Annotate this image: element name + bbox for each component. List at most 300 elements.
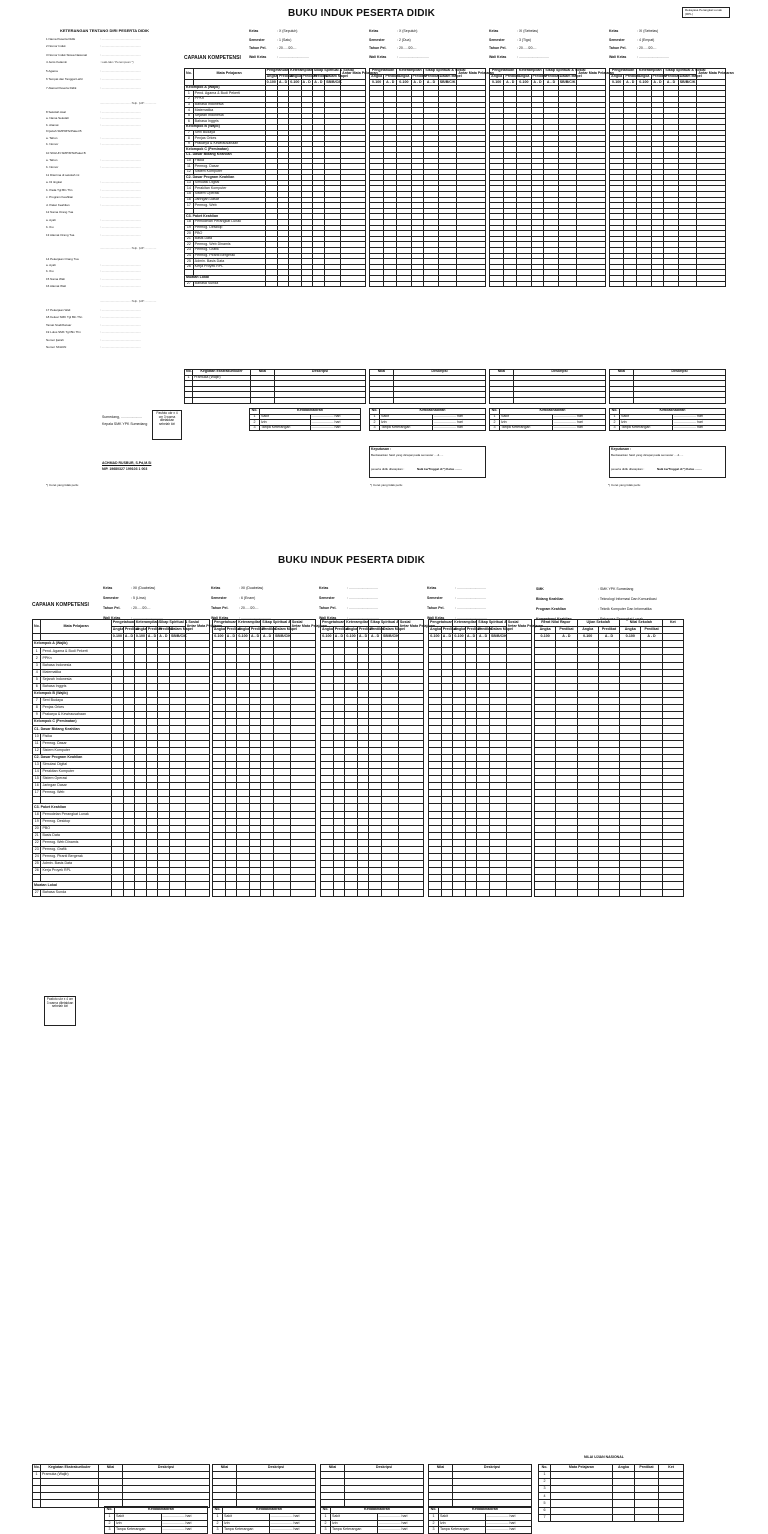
grade-cell[interactable] xyxy=(345,790,358,797)
grade-cell[interactable] xyxy=(333,768,344,775)
grade-cell[interactable] xyxy=(620,818,641,825)
grade-cell[interactable] xyxy=(641,669,662,676)
grade-cell[interactable] xyxy=(429,641,442,648)
grade-cell[interactable] xyxy=(111,676,123,683)
grade-cell[interactable] xyxy=(490,683,507,690)
grade-cell[interactable] xyxy=(321,733,334,740)
ekstra-cell[interactable] xyxy=(429,1472,453,1479)
grade-cell[interactable] xyxy=(429,847,442,854)
grade-cell[interactable] xyxy=(598,761,619,768)
grade-cell[interactable] xyxy=(237,818,250,825)
grade-cell[interactable] xyxy=(345,811,358,818)
grade-cell[interactable] xyxy=(465,754,476,761)
grade-cell[interactable] xyxy=(123,889,134,896)
grade-cell[interactable] xyxy=(506,648,531,655)
grade-cell[interactable] xyxy=(261,875,274,882)
grade-cell[interactable] xyxy=(382,854,399,861)
grade-cell[interactable] xyxy=(213,882,226,889)
grade-cell[interactable] xyxy=(556,832,577,839)
grade-cell[interactable] xyxy=(398,804,423,811)
grade-cell[interactable] xyxy=(146,676,157,683)
attendance-value[interactable]: ...................... hari xyxy=(310,420,361,426)
grade-cell[interactable] xyxy=(535,655,556,662)
grade-cell[interactable] xyxy=(535,719,556,726)
grade-cell[interactable] xyxy=(157,705,169,712)
grade-cell[interactable] xyxy=(157,740,169,747)
grade-cell[interactable] xyxy=(134,698,146,705)
grade-cell[interactable] xyxy=(556,776,577,783)
grade-cell[interactable] xyxy=(477,655,490,662)
grade-cell[interactable] xyxy=(577,747,598,754)
grade-cell[interactable] xyxy=(213,825,226,832)
grade-cell[interactable] xyxy=(535,875,556,882)
grade-cell[interactable] xyxy=(398,719,423,726)
grade-cell[interactable] xyxy=(225,754,236,761)
ekstra-cell[interactable]: 1 xyxy=(185,375,193,381)
grade-cell[interactable] xyxy=(357,690,368,697)
grade-cell[interactable] xyxy=(598,783,619,790)
grade-cell[interactable] xyxy=(169,705,185,712)
grade-cell[interactable] xyxy=(134,719,146,726)
ekstra-cell[interactable] xyxy=(345,1472,424,1479)
grade-cell[interactable] xyxy=(641,676,662,683)
grade-cell[interactable] xyxy=(290,825,315,832)
grade-cell[interactable] xyxy=(577,662,598,669)
grade-cell[interactable] xyxy=(225,641,236,648)
grade-cell[interactable] xyxy=(157,868,169,875)
un-cell[interactable] xyxy=(659,1472,684,1479)
grade-cell[interactable] xyxy=(237,669,250,676)
un-cell[interactable]: 1 xyxy=(539,1472,551,1479)
grade-cell[interactable] xyxy=(662,861,683,868)
grade-cell[interactable] xyxy=(357,676,368,683)
grade-cell[interactable] xyxy=(146,719,157,726)
ekstra-cell[interactable] xyxy=(370,397,394,403)
grade-cell[interactable] xyxy=(157,832,169,839)
grade-cell[interactable] xyxy=(357,655,368,662)
grade-cell[interactable] xyxy=(261,676,274,683)
ekstra-cell[interactable] xyxy=(237,1472,316,1479)
grade-cell[interactable] xyxy=(506,719,531,726)
grade-cell[interactable] xyxy=(290,854,315,861)
grade-cell[interactable] xyxy=(225,698,236,705)
grade-cell[interactable] xyxy=(429,854,442,861)
ekstra-cell[interactable] xyxy=(345,1486,424,1493)
grade-cell[interactable] xyxy=(577,832,598,839)
grade-cell[interactable] xyxy=(134,783,146,790)
grade-cell[interactable] xyxy=(506,676,531,683)
grade-cell[interactable] xyxy=(333,889,344,896)
grade-cell[interactable] xyxy=(249,676,260,683)
grade-cell[interactable] xyxy=(598,683,619,690)
grade-cell[interactable] xyxy=(398,811,423,818)
ekstra-cell[interactable] xyxy=(99,1479,123,1486)
grade-cell[interactable] xyxy=(620,776,641,783)
grade-cell[interactable] xyxy=(185,882,209,889)
grade-cell[interactable] xyxy=(249,811,260,818)
grade-cell[interactable] xyxy=(274,804,291,811)
grade-cell[interactable] xyxy=(185,698,209,705)
grade-cell[interactable] xyxy=(490,669,507,676)
grade-cell[interactable] xyxy=(453,676,466,683)
grade-cell[interactable] xyxy=(345,861,358,868)
grade-cell[interactable] xyxy=(504,281,517,287)
grade-cell[interactable] xyxy=(134,875,146,882)
grade-cell[interactable] xyxy=(249,719,260,726)
un-cell[interactable] xyxy=(551,1507,613,1514)
grade-cell[interactable] xyxy=(261,698,274,705)
grade-cell[interactable] xyxy=(465,875,476,882)
grade-cell[interactable] xyxy=(556,669,577,676)
grade-cell[interactable] xyxy=(429,818,442,825)
attendance-value[interactable]: ...................... hari xyxy=(161,1520,208,1527)
grade-cell[interactable] xyxy=(261,832,274,839)
grade-cell[interactable] xyxy=(465,804,476,811)
grade-cell[interactable] xyxy=(465,783,476,790)
grade-cell[interactable] xyxy=(641,818,662,825)
un-cell[interactable] xyxy=(659,1493,684,1500)
grade-cell[interactable] xyxy=(111,705,123,712)
ekstra-cell[interactable] xyxy=(41,1486,99,1493)
grade-cell[interactable] xyxy=(185,655,209,662)
grade-cell[interactable] xyxy=(169,719,185,726)
grade-cell[interactable] xyxy=(157,698,169,705)
grade-cell[interactable] xyxy=(535,676,556,683)
grade-cell[interactable] xyxy=(477,712,490,719)
grade-cell[interactable] xyxy=(345,669,358,676)
grade-cell[interactable] xyxy=(274,683,291,690)
grade-cell[interactable] xyxy=(441,648,452,655)
grade-cell[interactable] xyxy=(598,669,619,676)
grade-cell[interactable] xyxy=(290,747,315,754)
attendance-value[interactable]: ...................... hari xyxy=(377,1520,424,1527)
grade-cell[interactable] xyxy=(441,776,452,783)
grade-cell[interactable] xyxy=(441,854,452,861)
grade-cell[interactable] xyxy=(225,889,236,896)
grade-cell[interactable] xyxy=(382,847,399,854)
grade-cell[interactable] xyxy=(213,683,226,690)
grade-cell[interactable] xyxy=(123,726,134,733)
grade-cell[interactable] xyxy=(382,790,399,797)
grade-cell[interactable] xyxy=(225,875,236,882)
grade-cell[interactable] xyxy=(398,790,423,797)
un-cell[interactable] xyxy=(635,1479,659,1486)
grade-cell[interactable] xyxy=(662,768,683,775)
grade-cell[interactable] xyxy=(111,825,123,832)
ekstra-cell[interactable] xyxy=(41,1493,99,1500)
grade-cell[interactable] xyxy=(157,804,169,811)
grade-cell[interactable] xyxy=(357,889,368,896)
grade-cell[interactable] xyxy=(249,683,260,690)
grade-cell[interactable] xyxy=(134,839,146,846)
grade-cell[interactable] xyxy=(506,740,531,747)
un-cell[interactable] xyxy=(551,1472,613,1479)
grade-cell[interactable] xyxy=(662,854,683,861)
grade-cell[interactable] xyxy=(506,726,531,733)
un-cell[interactable] xyxy=(635,1472,659,1479)
grade-cell[interactable] xyxy=(169,690,185,697)
grade-cell[interactable] xyxy=(225,776,236,783)
grade-cell[interactable] xyxy=(490,825,507,832)
grade-cell[interactable] xyxy=(641,754,662,761)
grade-cell[interactable] xyxy=(535,698,556,705)
grade-cell[interactable] xyxy=(641,861,662,868)
grade-cell[interactable] xyxy=(290,662,315,669)
ekstra-cell[interactable] xyxy=(123,1493,210,1500)
grade-cell[interactable] xyxy=(169,868,185,875)
ekstra-cell[interactable] xyxy=(33,1479,41,1486)
grade-cell[interactable] xyxy=(333,847,344,854)
grade-cell[interactable] xyxy=(429,761,442,768)
grade-cell[interactable] xyxy=(237,648,250,655)
grade-cell[interactable] xyxy=(134,797,146,804)
grade-cell[interactable] xyxy=(598,740,619,747)
grade-cell[interactable] xyxy=(662,875,683,882)
grade-cell[interactable] xyxy=(357,832,368,839)
grade-cell[interactable] xyxy=(398,690,423,697)
grade-cell[interactable] xyxy=(506,712,531,719)
grade-cell[interactable] xyxy=(123,676,134,683)
grade-cell[interactable] xyxy=(429,804,442,811)
grade-cell[interactable] xyxy=(169,825,185,832)
grade-cell[interactable] xyxy=(620,648,641,655)
grade-cell[interactable] xyxy=(261,712,274,719)
grade-cell[interactable] xyxy=(357,875,368,882)
grade-cell[interactable] xyxy=(123,832,134,839)
grade-cell[interactable] xyxy=(441,726,452,733)
grade-cell[interactable] xyxy=(620,641,641,648)
un-cell[interactable] xyxy=(659,1514,684,1521)
un-cell[interactable] xyxy=(551,1500,613,1507)
grade-cell[interactable] xyxy=(237,868,250,875)
grade-cell[interactable] xyxy=(134,804,146,811)
grade-cell[interactable] xyxy=(213,698,226,705)
grade-cell[interactable] xyxy=(465,797,476,804)
grade-cell[interactable] xyxy=(620,832,641,839)
grade-cell[interactable] xyxy=(598,726,619,733)
ekstra-cell[interactable] xyxy=(33,1486,41,1493)
grade-cell[interactable] xyxy=(429,868,442,875)
grade-cell[interactable] xyxy=(398,747,423,754)
grade-cell[interactable] xyxy=(465,641,476,648)
grade-cell[interactable] xyxy=(169,783,185,790)
grade-cell[interactable] xyxy=(146,754,157,761)
grade-cell[interactable] xyxy=(382,690,399,697)
grade-cell[interactable] xyxy=(333,818,344,825)
grade-cell[interactable] xyxy=(321,854,334,861)
grade-cell[interactable] xyxy=(261,825,274,832)
grade-cell[interactable] xyxy=(382,747,399,754)
grade-cell[interactable] xyxy=(274,832,291,839)
grade-cell[interactable] xyxy=(598,712,619,719)
attendance-value[interactable]: ...................... hari xyxy=(161,1527,208,1534)
grade-cell[interactable] xyxy=(369,847,382,854)
grade-cell[interactable] xyxy=(157,783,169,790)
grade-cell[interactable] xyxy=(624,281,637,287)
grade-cell[interactable] xyxy=(429,889,442,896)
grade-cell[interactable] xyxy=(225,740,236,747)
grade-cell[interactable] xyxy=(157,683,169,690)
grade-cell[interactable] xyxy=(441,839,452,846)
grade-cell[interactable] xyxy=(225,839,236,846)
grade-cell[interactable] xyxy=(637,281,651,287)
grade-cell[interactable] xyxy=(225,662,236,669)
grade-cell[interactable] xyxy=(123,740,134,747)
grade-cell[interactable] xyxy=(290,868,315,875)
grade-cell[interactable] xyxy=(237,719,250,726)
grade-cell[interactable] xyxy=(490,648,507,655)
grade-cell[interactable] xyxy=(357,825,368,832)
grade-cell[interactable] xyxy=(345,761,358,768)
grade-cell[interactable] xyxy=(556,811,577,818)
grade-cell[interactable] xyxy=(111,875,123,882)
grade-cell[interactable] xyxy=(325,281,341,287)
grade-cell[interactable] xyxy=(157,662,169,669)
grade-cell[interactable] xyxy=(556,733,577,740)
grade-cell[interactable] xyxy=(290,655,315,662)
grade-cell[interactable] xyxy=(465,854,476,861)
grade-cell[interactable] xyxy=(556,719,577,726)
ekstra-cell[interactable] xyxy=(321,1472,345,1479)
grade-cell[interactable] xyxy=(398,875,423,882)
grade-cell[interactable] xyxy=(369,754,382,761)
grade-cell[interactable] xyxy=(620,889,641,896)
grade-cell[interactable] xyxy=(123,719,134,726)
grade-cell[interactable] xyxy=(620,712,641,719)
grade-cell[interactable] xyxy=(465,683,476,690)
grade-cell[interactable] xyxy=(213,733,226,740)
grade-cell[interactable] xyxy=(237,783,250,790)
grade-cell[interactable] xyxy=(556,854,577,861)
grade-cell[interactable] xyxy=(662,662,683,669)
grade-cell[interactable] xyxy=(157,825,169,832)
grade-cell[interactable] xyxy=(577,818,598,825)
grade-cell[interactable] xyxy=(111,847,123,854)
grade-cell[interactable] xyxy=(321,889,334,896)
grade-cell[interactable] xyxy=(556,676,577,683)
grade-cell[interactable] xyxy=(598,754,619,761)
grade-cell[interactable] xyxy=(249,847,260,854)
grade-cell[interactable] xyxy=(535,776,556,783)
grade-cell[interactable] xyxy=(290,676,315,683)
grade-cell[interactable] xyxy=(185,875,209,882)
grade-cell[interactable] xyxy=(290,882,315,889)
grade-cell[interactable] xyxy=(274,768,291,775)
grade-cell[interactable] xyxy=(249,818,260,825)
grade-cell[interactable] xyxy=(620,676,641,683)
grade-cell[interactable] xyxy=(535,747,556,754)
grade-cell[interactable] xyxy=(556,768,577,775)
grade-cell[interactable] xyxy=(146,747,157,754)
grade-cell[interactable] xyxy=(333,776,344,783)
un-cell[interactable] xyxy=(551,1493,613,1500)
grade-cell[interactable] xyxy=(441,690,452,697)
grade-cell[interactable] xyxy=(249,761,260,768)
grade-cell[interactable] xyxy=(598,854,619,861)
grade-cell[interactable] xyxy=(662,690,683,697)
grade-cell[interactable] xyxy=(157,882,169,889)
grade-cell[interactable] xyxy=(345,882,358,889)
grade-cell[interactable] xyxy=(535,818,556,825)
grade-cell[interactable] xyxy=(662,804,683,811)
grade-cell[interactable] xyxy=(357,804,368,811)
grade-cell[interactable] xyxy=(225,790,236,797)
grade-cell[interactable] xyxy=(213,719,226,726)
grade-cell[interactable] xyxy=(382,811,399,818)
grade-cell[interactable] xyxy=(345,832,358,839)
grade-cell[interactable] xyxy=(249,797,260,804)
grade-cell[interactable] xyxy=(641,712,662,719)
grade-cell[interactable] xyxy=(225,733,236,740)
grade-cell[interactable] xyxy=(111,683,123,690)
grade-cell[interactable] xyxy=(290,804,315,811)
grade-cell[interactable] xyxy=(506,705,531,712)
grade-cell[interactable] xyxy=(382,818,399,825)
un-cell[interactable] xyxy=(635,1493,659,1500)
grade-cell[interactable] xyxy=(357,669,368,676)
grade-cell[interactable] xyxy=(146,832,157,839)
grade-cell[interactable] xyxy=(123,698,134,705)
grade-cell[interactable] xyxy=(662,733,683,740)
ekstra-cell[interactable]: 1 xyxy=(33,1472,41,1479)
grade-cell[interactable] xyxy=(357,726,368,733)
grade-cell[interactable] xyxy=(662,818,683,825)
ekstra-cell[interactable] xyxy=(185,397,193,403)
grade-cell[interactable] xyxy=(441,882,452,889)
grade-cell[interactable] xyxy=(274,719,291,726)
grade-cell[interactable] xyxy=(490,690,507,697)
grade-cell[interactable] xyxy=(382,726,399,733)
grade-cell[interactable] xyxy=(357,839,368,846)
grade-cell[interactable] xyxy=(598,790,619,797)
grade-cell[interactable] xyxy=(641,768,662,775)
grade-cell[interactable] xyxy=(333,669,344,676)
grade-cell[interactable] xyxy=(123,868,134,875)
grade-cell[interactable] xyxy=(333,790,344,797)
grade-cell[interactable] xyxy=(146,811,157,818)
grade-cell[interactable] xyxy=(490,698,507,705)
grade-cell[interactable] xyxy=(146,861,157,868)
grade-cell[interactable] xyxy=(477,875,490,882)
grade-cell[interactable] xyxy=(477,854,490,861)
grade-cell[interactable] xyxy=(598,804,619,811)
grade-cell[interactable] xyxy=(441,797,452,804)
grade-cell[interactable] xyxy=(277,281,288,287)
grade-cell[interactable] xyxy=(157,676,169,683)
grade-cell[interactable] xyxy=(369,705,382,712)
grade-cell[interactable] xyxy=(213,875,226,882)
grade-cell[interactable] xyxy=(290,847,315,854)
grade-cell[interactable] xyxy=(620,839,641,846)
grade-cell[interactable] xyxy=(111,648,123,655)
grade-cell[interactable] xyxy=(111,790,123,797)
grade-cell[interactable] xyxy=(662,847,683,854)
grade-cell[interactable] xyxy=(662,839,683,846)
grade-cell[interactable] xyxy=(290,875,315,882)
grade-cell[interactable] xyxy=(290,690,315,697)
grade-cell[interactable] xyxy=(453,683,466,690)
grade-cell[interactable] xyxy=(398,783,423,790)
attendance-value[interactable]: ...................... hari xyxy=(673,425,726,431)
grade-cell[interactable] xyxy=(453,889,466,896)
grade-cell[interactable] xyxy=(185,726,209,733)
grade-cell[interactable] xyxy=(261,726,274,733)
grade-cell[interactable] xyxy=(465,761,476,768)
grade-cell[interactable] xyxy=(398,854,423,861)
grade-cell[interactable] xyxy=(382,712,399,719)
grade-cell[interactable] xyxy=(134,847,146,854)
grade-cell[interactable] xyxy=(333,662,344,669)
